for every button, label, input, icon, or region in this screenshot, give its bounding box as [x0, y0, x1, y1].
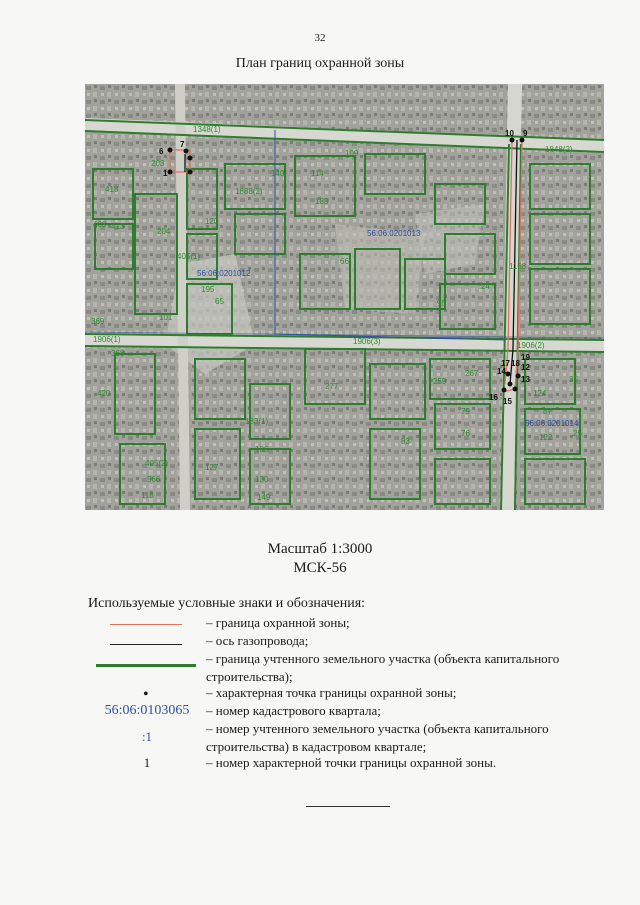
svg-text:114: 114: [311, 169, 324, 178]
svg-text:13: 13: [521, 375, 530, 384]
svg-text:204: 204: [157, 227, 171, 236]
legend-item-text: – граница охранной зоны;: [206, 615, 350, 630]
point-number-sample: 1: [143, 755, 151, 770]
svg-text:76: 76: [461, 429, 470, 438]
svg-text:195: 195: [201, 285, 215, 294]
svg-text:1888(2): 1888(2): [235, 187, 263, 196]
svg-text:413: 413: [111, 222, 125, 231]
legend-item-kvartal-number: [88, 702, 628, 720]
gas-axis-line-icon: [88, 632, 206, 650]
legend-item-text: – номер учтенного земельного участка (объекта капитального строительства) в кадастровом квартале;: [206, 721, 549, 754]
svg-text:1: 1: [163, 169, 168, 178]
svg-text:7: 7: [180, 140, 185, 149]
svg-text:418: 418: [105, 185, 119, 194]
zone-boundary-line-icon: [88, 614, 206, 632]
svg-text:56:06:0201013: 56:06:0201013: [367, 229, 421, 238]
svg-text:87: 87: [543, 407, 552, 416]
end-divider: [306, 806, 390, 807]
scale-info: [0, 540, 640, 578]
svg-text:35: 35: [569, 375, 578, 384]
svg-text:18: 18: [511, 359, 520, 368]
svg-text:106: 106: [255, 445, 269, 454]
svg-text:95: 95: [437, 299, 446, 308]
svg-text:15: 15: [503, 397, 512, 406]
svg-text:17: 17: [501, 359, 510, 368]
legend-item-parcel-boundary: [88, 650, 628, 684]
crs-text: МСК-56: [293, 560, 347, 576]
svg-text:140: 140: [271, 169, 285, 178]
svg-text:79: 79: [461, 407, 470, 416]
svg-text:10: 10: [505, 129, 514, 138]
svg-text:183(1): 183(1): [245, 417, 269, 426]
legend-item-text: – ось газопровода;: [206, 633, 309, 648]
svg-text:1348(1): 1348(1): [193, 125, 221, 134]
svg-text:369: 369: [91, 317, 105, 326]
svg-text:420: 420: [97, 389, 111, 398]
parcel-number-sample: :1: [141, 729, 153, 744]
svg-text:120: 120: [205, 217, 219, 226]
legend-item-text: – граница учтенного земельного участка (объекта капитального строительства);: [206, 651, 560, 684]
svg-text:16: 16: [489, 393, 498, 402]
svg-text:14: 14: [497, 367, 506, 376]
svg-text:6: 6: [159, 147, 164, 156]
svg-text:66: 66: [340, 257, 349, 266]
svg-text:149: 149: [257, 493, 271, 502]
svg-text:25: 25: [573, 429, 582, 438]
svg-text:368: 368: [111, 349, 125, 358]
legend-item-text: – характерная точка границы охранной зоны;: [206, 685, 457, 700]
legend-item-gas-axis: [88, 632, 628, 650]
svg-text:56:06:0201012: 56:06:0201012: [197, 269, 251, 278]
svg-text:267: 267: [465, 369, 479, 378]
svg-text:124: 124: [533, 389, 547, 398]
svg-text:1848(2): 1848(2): [545, 145, 573, 154]
legend-item-characteristic-point: [88, 684, 628, 702]
page-title: План границ охранной зоны: [235, 56, 405, 71]
svg-text:405(1): 405(1): [177, 252, 201, 261]
svg-text:277: 277: [325, 382, 339, 391]
legend-item-zone-boundary: [88, 614, 628, 632]
svg-text:403: 403: [93, 220, 107, 229]
kvartal-number-sample: 56:06:0103065: [104, 703, 190, 718]
map-image: [85, 84, 604, 510]
legend-item-point-number: [88, 754, 628, 772]
svg-text:56:06:0201014: 56:06:0201014: [525, 419, 579, 428]
legend: [88, 614, 628, 772]
point-dot-icon: •: [143, 686, 149, 703]
svg-text:130: 130: [255, 475, 269, 484]
svg-text:405(2): 405(2): [145, 459, 169, 468]
parcel-boundary-line-icon: [88, 650, 206, 684]
svg-text:24: 24: [481, 282, 490, 291]
svg-text:109: 109: [345, 149, 359, 158]
svg-text:1906(1): 1906(1): [93, 335, 121, 344]
svg-text:1168: 1168: [509, 262, 527, 271]
legend-item-text: – номер характерной точки границы охранной зоны.: [206, 755, 497, 770]
page-number: 32: [314, 32, 326, 44]
svg-text:83: 83: [401, 437, 410, 446]
svg-text:19: 19: [521, 353, 530, 362]
svg-text:122: 122: [539, 433, 553, 442]
cadastral-map: [85, 84, 604, 510]
svg-text:1906(3): 1906(3): [353, 337, 381, 346]
svg-text:566: 566: [147, 475, 161, 484]
svg-text:12: 12: [521, 363, 530, 372]
svg-text:101: 101: [159, 313, 173, 322]
svg-text:203: 203: [151, 159, 165, 168]
svg-text:183: 183: [315, 197, 329, 206]
legend-title: Используемые условные знаки и обозначения:: [88, 596, 366, 611]
svg-text:127: 127: [205, 463, 219, 472]
svg-text:65: 65: [215, 297, 224, 306]
legend-item-text: – номер кадастрового квартала;: [206, 703, 381, 718]
svg-text:1906(2): 1906(2): [517, 341, 545, 350]
scale-text: Масштаб 1:3000: [267, 541, 373, 557]
svg-text:118: 118: [141, 491, 154, 500]
svg-text:259: 259: [433, 377, 447, 386]
svg-text:9: 9: [523, 129, 528, 138]
legend-item-parcel-number: [88, 720, 628, 754]
